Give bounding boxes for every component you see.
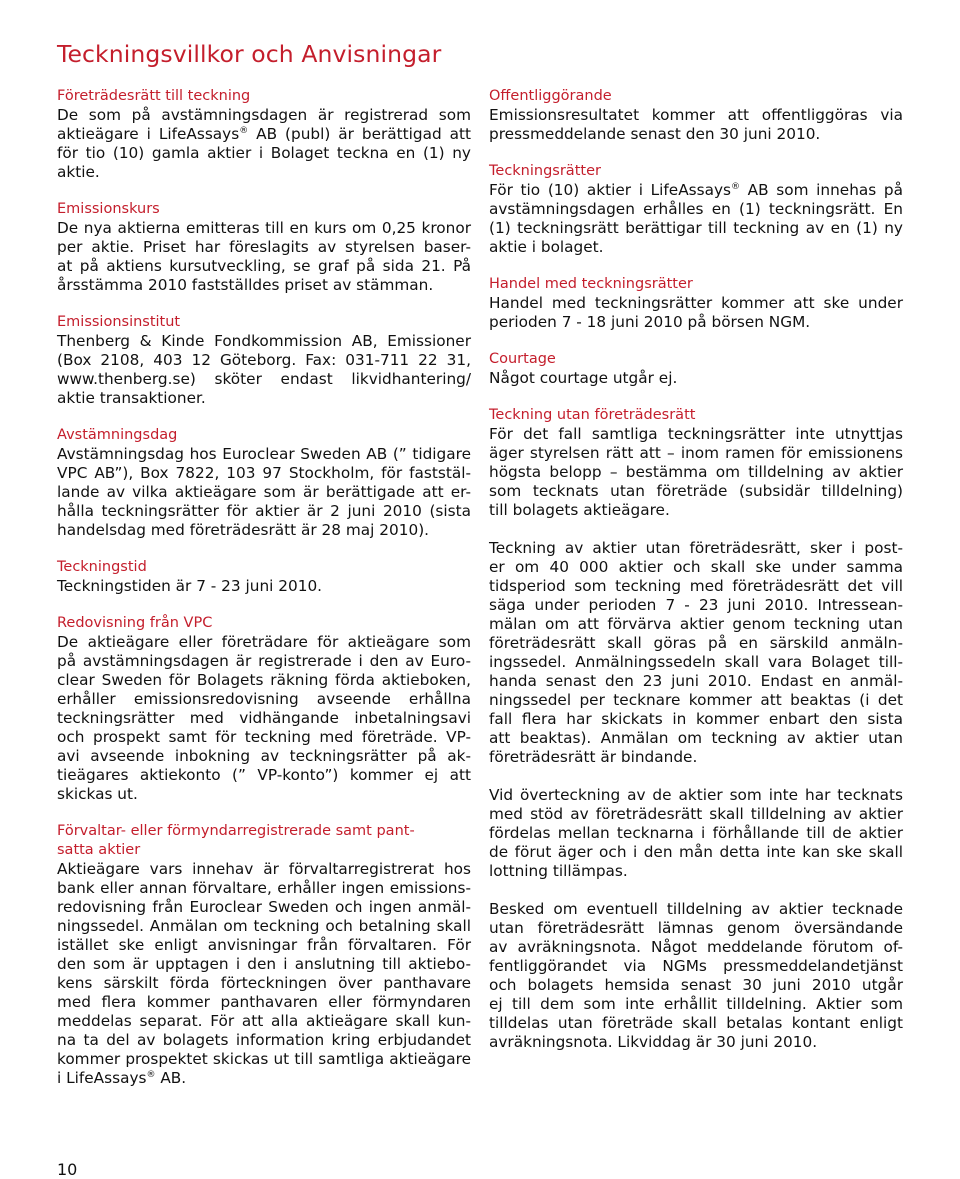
body-line: fall flera har skickats in kommer enbart den sista [489, 710, 903, 728]
body-line: aktie. [57, 163, 100, 181]
body-line: den som är upptagen i den i anslutning till aktiebo- [57, 955, 471, 973]
body-line: Vid överteckning av de aktier som inte har tecknats [489, 786, 903, 804]
body-line: äger styrelsen rätt att – inom ramen för emissionens [489, 444, 903, 462]
section-heading: Avstämningsdag [57, 427, 178, 443]
body-line: clear Sweden för Bolagets räkning förda aktieboken, [57, 671, 471, 689]
section-heading: satta aktier [57, 842, 141, 858]
section-heading: Handel med teckningsrätter [489, 276, 693, 292]
section-heading: Teckningstid [57, 559, 147, 575]
body-line: tilldelas utan företräde skall betalas kontant enligt [489, 1014, 903, 1032]
registered-mark: ® [731, 181, 740, 192]
body-line: redovisning från Euroclear Sweden och ingen anmäl- [57, 898, 471, 916]
body-line: Teckningstiden är 7 - 23 juni 2010. [57, 577, 323, 595]
body-line: kommer prospektet skickas ut till samtliga aktieägare [57, 1050, 471, 1068]
section-forvaltarregistrerade [57, 822, 471, 1088]
body-line: handa senast den 23 juni 2010. Endast en anmäl- [489, 672, 903, 690]
body-line: ej till dem som inte erhållit tilldelning. Aktier som [489, 995, 903, 1013]
body-line: ningssedel. Anmälan om teckning och betalning skall [57, 917, 471, 935]
section-heading: Courtage [489, 351, 556, 367]
body-line: Aktieägare vars innehav är förvaltarregistrerat hos [57, 860, 471, 878]
body-line: De nya aktierna emitteras till en kurs om 0,25 kronor [57, 219, 471, 237]
body-line: na ta del av bolagets information kring erbjudandet [57, 1031, 471, 1049]
body-line: säga under perioden 7 - 23 juni 2010. Intressean- [489, 596, 903, 614]
section-heading: Redovisning från VPC [57, 615, 213, 631]
body-line: aktie i bolaget. [489, 238, 604, 256]
body-line: De aktieägare eller företrädare för aktieägare som [57, 633, 471, 651]
body-line: i LifeAssays® AB. [57, 1069, 187, 1087]
section-courtage [489, 350, 903, 388]
body-line: meddelas separat. För att alla aktieägare skall kun- [57, 1012, 471, 1030]
left-column [57, 87, 471, 1088]
body-line: De som på avstämningsdagen är registrerad som [57, 106, 471, 124]
section-foretradesratt [57, 87, 471, 182]
body-line: Teckning av aktier utan företrädesrätt, sker i post- [489, 539, 903, 557]
body-line: på avstämningsdagen är registrerade i den av Euro- [57, 652, 471, 670]
body-line: fentliggörandet via NGMs pressmeddelandetjänst [489, 957, 903, 975]
body-line: till bolagets aktieägare. [489, 501, 670, 519]
section-handel [489, 275, 903, 332]
body-line: Handel med teckningsrätter kommer att ske under [489, 294, 903, 312]
section-emissionskurs [57, 200, 471, 295]
body-line: med stöd av företrädesrätt skall tilldelning av aktier [489, 805, 903, 823]
section-heading: Emissionsinstitut [57, 314, 181, 330]
body-line: erhåller emissionsredovisning avseende erhållna [57, 690, 471, 708]
body-line: skickas ut. [57, 785, 138, 803]
body-line: handelsdag med företrädesrätt är 28 maj 2010). [57, 521, 430, 539]
body-line: VPC AB”), Box 7822, 103 97 Stockholm, för faststäl- [57, 464, 471, 482]
registered-mark: ® [146, 1069, 156, 1080]
body-line: kens särskilt förda förteckningen över panthavare [57, 974, 471, 992]
body-line: ingssedel. Anmälningssedeln skall vara Bolaget till- [489, 653, 903, 671]
body-line: Avstämningsdag hos Euroclear Sweden AB (” tidigare [57, 445, 471, 463]
body-line: tidsperiod som teckning med företrädesrätt det vill [489, 577, 903, 595]
body-line: Emissionsresultatet kommer att offentliggöras via [489, 106, 903, 124]
right-column [489, 87, 903, 1052]
body-line: med flera kommer panthavaren eller förmyndaren [57, 993, 471, 1011]
body-line: (1) teckningsrätt berättigar till teckning av en (1) ny [489, 219, 903, 237]
body-line: att beaktas). Anmälan om teckning av aktier utan [489, 729, 903, 747]
body-line: företrädesrätt skall göras på en särskild anmäln- [489, 634, 903, 652]
body-line: avräkningsnota. Likviddag är 30 juni 2010. [489, 1033, 818, 1051]
body-line: mälan om att förvärva aktier genom teckning utan [489, 615, 903, 633]
body-line: de förut äger och i den mån detta inte kan ske skall [489, 843, 903, 861]
body-line: www.thenberg.se) sköter endast likvidhantering/ [57, 370, 471, 388]
body-line: För det fall samtliga teckningsrätter inte utnyttjas [489, 425, 903, 443]
body-line: företrädesrätt är bindande. [489, 748, 698, 766]
section-heading: Företrädesrätt till teckning [57, 88, 251, 104]
body-line: för tio (10) gamla aktier i Bolaget teckna en (1) ny [57, 144, 471, 162]
section-heading: Förvaltar- eller förmyndarregistrerade samt pant- [57, 823, 415, 839]
body-line: utan företrädesrätt lämnas genom översändande [489, 919, 903, 937]
section-heading: Emissionskurs [57, 201, 160, 217]
body-line: årsstämma 2010 fastställdes priset av stämman. [57, 276, 434, 294]
body-line: lottning tillämpas. [489, 862, 628, 880]
body-line: fördelas mellan tecknarna i förhållande till de aktier [489, 824, 903, 842]
body-line: hålla teckningsrätter för aktier är 2 juni 2010 (sista [57, 502, 471, 520]
body-line: tieägares aktiekonto (” VP-konto”) kommer ej att [57, 766, 471, 784]
section-teckning-utan-foretradesratt [489, 406, 903, 1052]
section-teckningstid [57, 558, 471, 596]
section-heading: Teckning utan företrädesrätt [489, 407, 696, 423]
body-line: perioden 7 - 18 juni 2010 på börsen NGM. [489, 313, 811, 331]
body-line: teckningsrätter med vidhängande inbetalningsavi [57, 709, 471, 727]
body-line: (Box 2108, 403 12 Göteborg. Fax: 031-711 22 31, [57, 351, 471, 369]
body-line: at på aktiens kursutveckling, se graf på sida 21. På [57, 257, 471, 275]
section-offentliggorande [489, 87, 903, 144]
body-line: aktieägare i LifeAssays® AB (publ) är berättigad att [57, 125, 471, 143]
body-line: högsta belopp – bestämma om tilldelning av aktier [489, 463, 903, 481]
body-line: som tecknats utan företräde (subsidär tilldelning) [489, 482, 903, 500]
body-line: Något courtage utgår ej. [489, 369, 678, 387]
body-line: ningssedel per tecknare kommer att beaktas (i det [489, 691, 903, 709]
body-line: Thenberg & Kinde Fondkommission AB, Emissioner [57, 332, 471, 350]
body-line: och prospekt samt för teckning med företräde. VP- [57, 728, 471, 746]
section-emissionsinstitut [57, 313, 471, 408]
body-line: avstämningsdagen erhålles en (1) teckningsrätt. En [489, 200, 903, 218]
body-line: aktie transaktioner. [57, 389, 206, 407]
body-line: pressmeddelande senast den 30 juni 2010. [489, 125, 821, 143]
body-line: Besked om eventuell tilldelning av aktier tecknade [489, 900, 903, 918]
body-line: och bolagets hemsida senast 30 juni 2010 utgår [489, 976, 903, 994]
body-line: istället ske enligt anvisningar från förvaltaren. För [57, 936, 471, 954]
body-line: För tio (10) aktier i LifeAssays® AB som innehas på [489, 181, 903, 199]
body-line: bank eller annan förvaltare, erhåller ingen emissions- [57, 879, 471, 897]
section-heading: Offentliggörande [489, 88, 612, 104]
section-heading: Teckningsrätter [489, 163, 601, 179]
body-line: av avräkningsnota. Något meddelande förutom of- [489, 938, 903, 956]
body-line: avi avseende inbokning av teckningsrätter på ak- [57, 747, 471, 765]
page-number: 10 [57, 1160, 78, 1179]
body-line: lande av vilka aktieägare som är berättigade att er- [57, 483, 471, 501]
registered-mark: ® [239, 125, 249, 136]
section-redovisning [57, 614, 471, 804]
body-line: per aktie. Priset har föreslagits av styrelsen baser- [57, 238, 471, 256]
page-title: Teckningsvillkor och Anvisningar [57, 40, 442, 68]
body-line: er om 40 000 aktier och skall ske under samma [489, 558, 903, 576]
section-avstamningsdag [57, 426, 471, 540]
section-teckningsratter [489, 162, 903, 257]
